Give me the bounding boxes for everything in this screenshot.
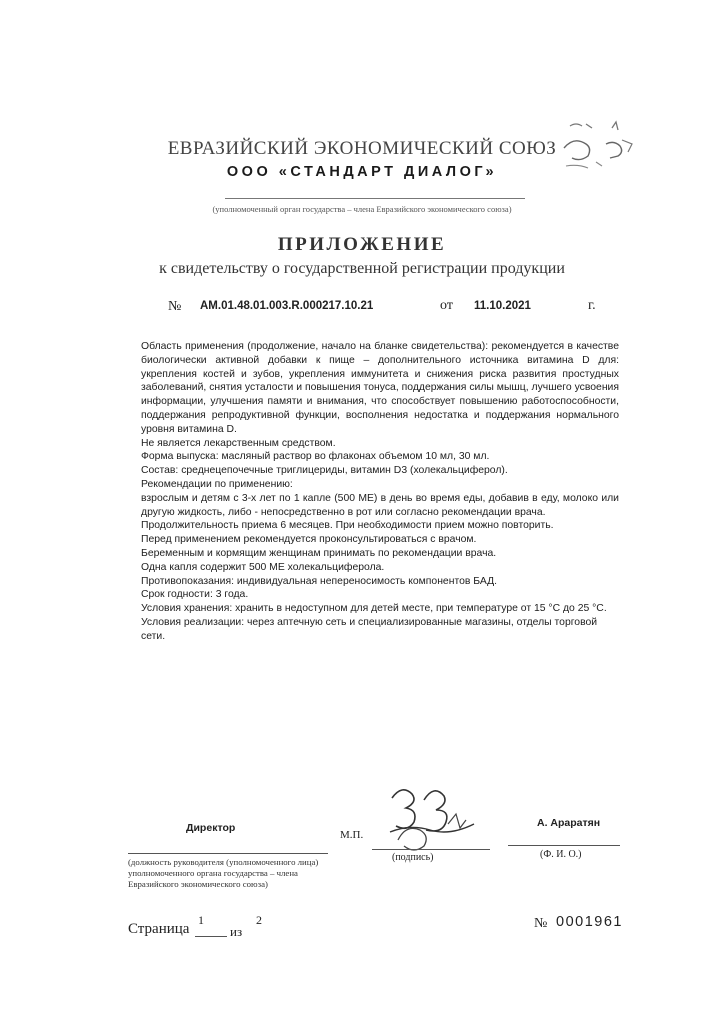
storage-line: Условия хранения: хранить в недоступном для детей месте, при температуре от 15 °С до 25 °С. bbox=[141, 603, 607, 615]
seal-label: М.П. bbox=[340, 829, 364, 841]
registration-number: AM.01.48.01.003.R.000217.10.21 bbox=[200, 300, 374, 312]
pregnancy-line: Беременным и кормящим женщинам принимать по рекомендации врача. bbox=[141, 547, 497, 559]
corner-stamp-icon bbox=[556, 118, 646, 178]
page-total: 2 bbox=[256, 913, 262, 927]
appendix-body bbox=[141, 340, 619, 644]
name-line bbox=[508, 845, 620, 846]
composition-line: Состав: среднецепочечные триглицериды, витамин D3 (холекальциферол). bbox=[141, 465, 508, 477]
signer-name: А. Араратян bbox=[537, 817, 601, 829]
shelf-life-line: Срок годности: 3 года. bbox=[141, 589, 249, 601]
duration-line: Продолжительность приема 6 месяцев. При необходимости прием можно повторить. bbox=[141, 520, 554, 532]
year-suffix-label: г. bbox=[588, 298, 596, 313]
registration-date: 11.10.2021 bbox=[474, 300, 531, 312]
handwritten-signature-icon bbox=[370, 770, 490, 860]
consult-line: Перед применением рекомендуется проконсультироваться с врачом. bbox=[141, 534, 477, 546]
fio-caption: (Ф. И. О.) bbox=[540, 849, 582, 860]
not-medicine-line: Не является лекарственным средством. bbox=[141, 437, 336, 449]
number-label: № bbox=[168, 299, 182, 314]
page-label: Страница bbox=[128, 921, 190, 937]
sales-paragraph: Условия реализации: через аптечную сеть и специализированные магазины, отделы торговой сети. bbox=[141, 616, 598, 642]
document-title: ПРИЛОЖЕНИЕ bbox=[277, 234, 447, 255]
dosage-paragraph: взрослым и детям с 3-х лет по 1 капле (500 МЕ) в день во время еды, добавив в еду, молоко или другую жидкость, либо - непосредственно в рот или согласно рекомендации врача. bbox=[141, 492, 619, 518]
director-caption: (должность руководителя (уполномоченного лица) уполномоченного органа государства – члена Евразийского экономического союза) bbox=[128, 857, 319, 889]
scope-paragraph: Область применения (продолжение, начало на бланке свидетельства): рекомендуется в качестве биологически активной добавки к пище – дополнительного источника витамина D для: укрепления костей и зубов, укрепления иммунитета и снижения риска развития простудных заболеваний, снятия усталости и повышения тонуса, поддержания силы мышц, лучшего усвоения информации, улучшения памяти и внимания, что способствует повышению работоспособности, поддержания репродуктивной функции, восполнения недостатка и поддержания нормального уровня витамина D. bbox=[141, 341, 619, 435]
document-subtitle: к свидетельству о государственной регистрации продукции bbox=[159, 260, 565, 277]
page-of-label: из bbox=[230, 924, 243, 939]
page-number: 1 bbox=[198, 913, 204, 927]
serial-label: № bbox=[534, 916, 548, 931]
drop-content-line: Одна капля содержит 500 МЕ холекальциферола. bbox=[141, 561, 385, 573]
date-prefix-label: от bbox=[440, 298, 453, 313]
signature-caption: (подпись) bbox=[392, 852, 434, 863]
company-name: ООО «СТАНДАРТ ДИАЛОГ» bbox=[226, 164, 498, 180]
org-caption: (уполномоченный орган государства – члена Евразийского экономического союза) bbox=[212, 204, 512, 214]
director-line bbox=[128, 853, 328, 854]
serial-number: 0001961 bbox=[556, 914, 623, 930]
director-label: Директор bbox=[186, 822, 236, 834]
signature-line bbox=[372, 849, 490, 850]
page-number-line bbox=[195, 936, 227, 937]
company-underline bbox=[225, 198, 525, 199]
release-form-line: Форма выпуска: масляный раствор во флаконах объемом 10 мл, 30 мл. bbox=[141, 451, 490, 463]
usage-heading: Рекомендации по применению: bbox=[141, 478, 293, 490]
contraindications-line: Противопоказания: индивидуальная непереносимость компонентов БАД. bbox=[141, 575, 498, 587]
union-heading: ЕВРАЗИЙСКИЙ ЭКОНОМИЧЕСКИЙ СОЮЗ bbox=[167, 138, 557, 159]
